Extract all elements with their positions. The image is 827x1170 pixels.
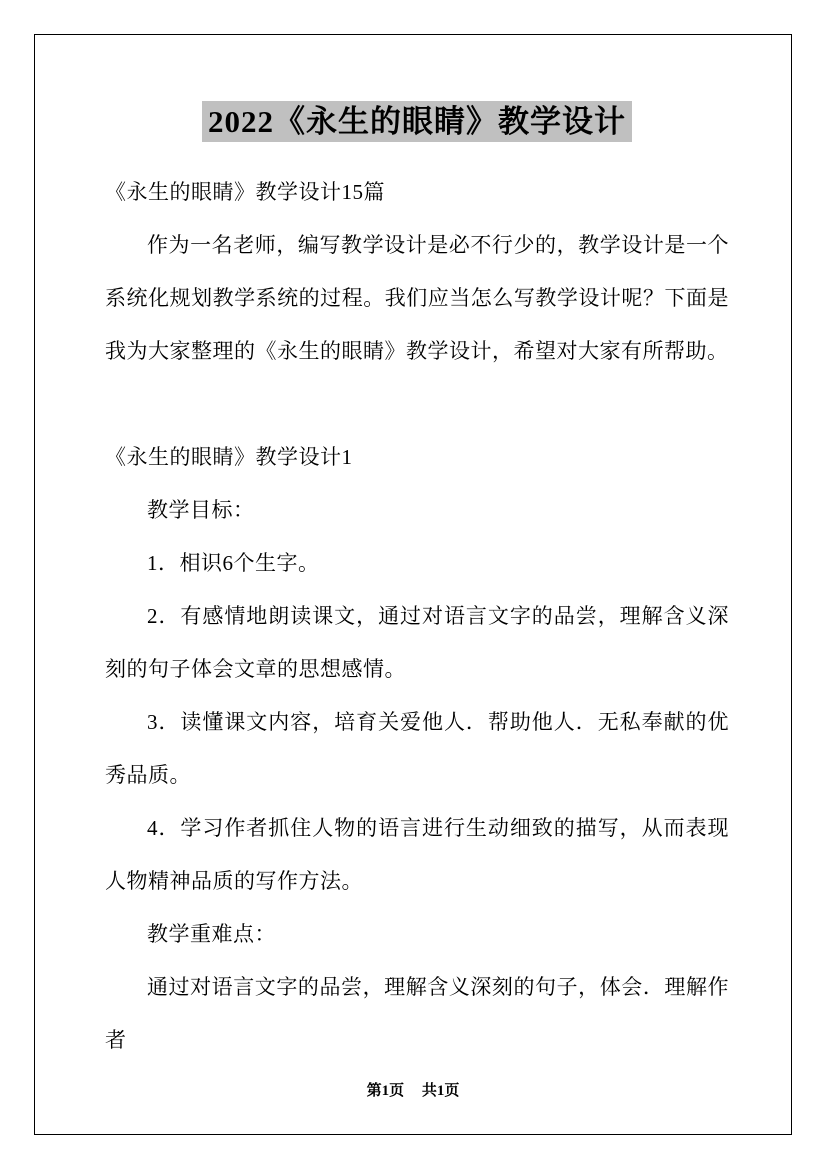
- intro-paragraph: 作为一名老师，编写教学设计是必不行少的，教学设计是一个系统化规划教学系统的过程。我们应当怎么写教学设计呢？下面是我为大家整理的《永生的眼睛》教学设计，希望对大家有所帮助。: [105, 233, 729, 363]
- key-points-heading: 教学重难点：: [147, 922, 276, 946]
- objective-item-4: 4．学习作者抓住人物的语言进行生动细致的描写，从而表现人物精神品质的写作方法。: [105, 816, 729, 893]
- title-row: [105, 97, 729, 146]
- section-heading: 《永生的眼睛》教学设计1: [105, 445, 353, 469]
- subtitle-line: 《永生的眼睛》教学设计15篇: [105, 180, 385, 204]
- objective-item-3: 3．读懂课文内容，培育关爱他人．帮助他人．无私奉献的优秀品质。: [105, 710, 729, 787]
- document-body: [105, 166, 729, 1067]
- objective-item-1: 1．相识6个生字。: [147, 551, 320, 575]
- objectives-heading: 教学目标：: [147, 498, 255, 522]
- page-content: [35, 35, 791, 1134]
- footer-page-number: 第1页: [366, 1083, 405, 1099]
- objective-item-2: 2．有感情地朗读课文，通过对语言文字的品尝，理解含义深刻的句子体会文章的思想感情。: [105, 604, 729, 681]
- key-points-paragraph: 通过对语言文字的品尝，理解含义深刻的句子，体会．理解作者: [105, 975, 729, 1052]
- blank-line: [105, 378, 729, 431]
- footer-total-pages: 共1页: [421, 1083, 460, 1099]
- page-footer: [35, 1079, 791, 1100]
- page-border: [34, 34, 792, 1135]
- document-title: 2022《永生的眼睛》教学设计: [202, 101, 632, 142]
